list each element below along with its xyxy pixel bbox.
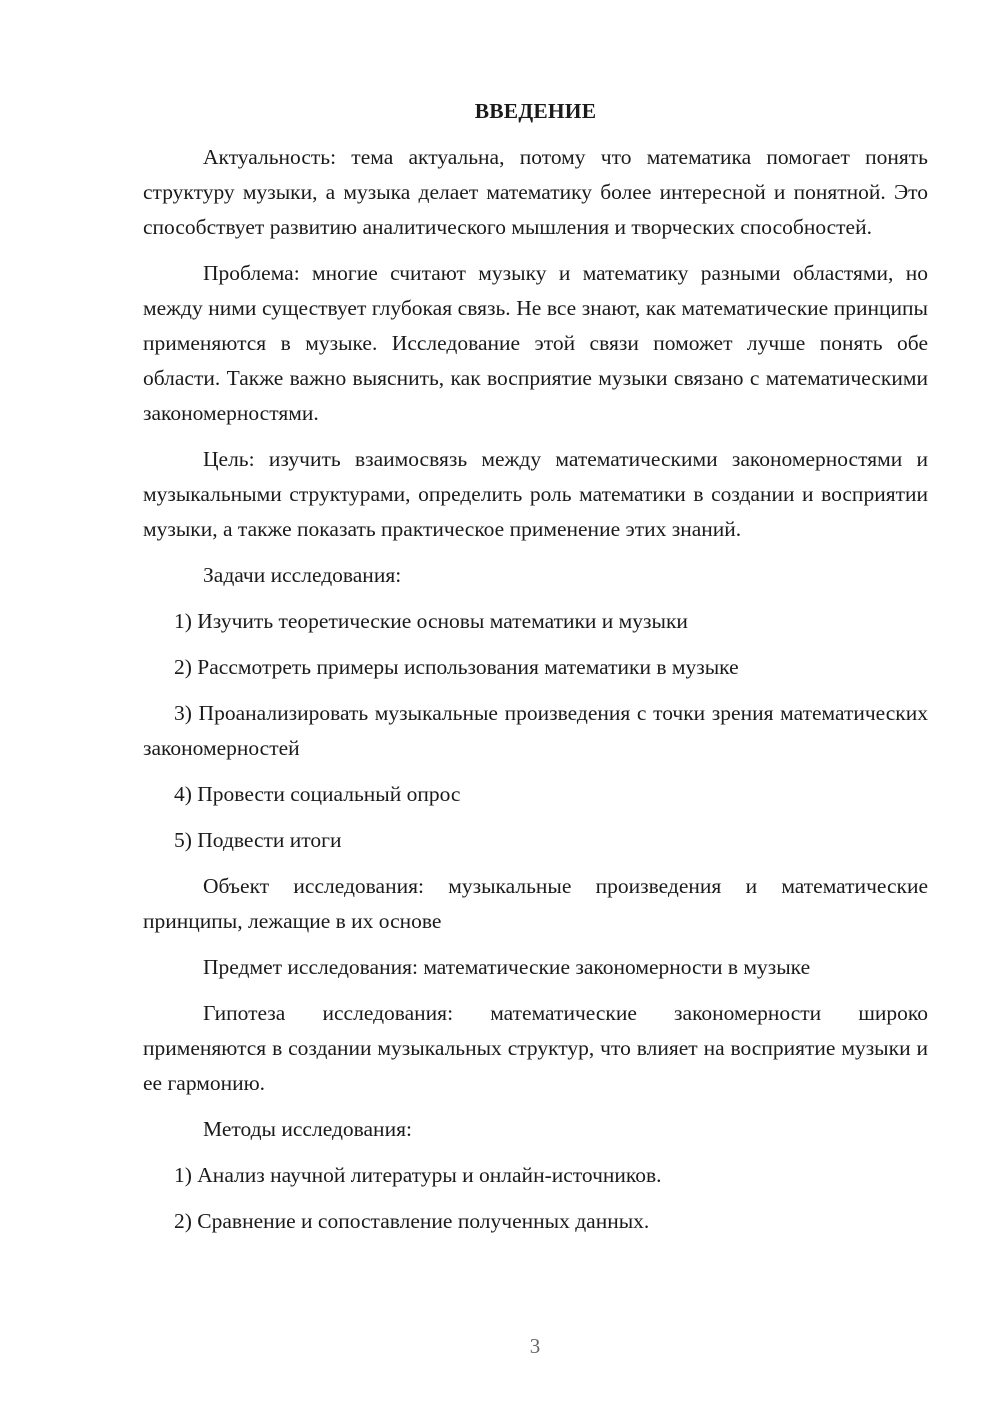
task-item-4: 4) Провести социальный опрос: [174, 782, 461, 806]
task-item-3: 3) Проанализировать музыкальные произведения с точки зрения математических закономерностей: [143, 701, 928, 760]
paragraph-goal: Цель: изучить взаимосвязь между математическими закономерностями и музыкальными структурами, определить роль математики в создании и восприятии музыки, а также показать практическое применение этих знаний.: [143, 447, 928, 541]
methods-heading: Методы исследования:: [203, 1117, 412, 1141]
tasks-heading: Задачи исследования:: [203, 563, 402, 587]
method-item-2: 2) Сравнение и сопоставление полученных данных.: [174, 1209, 650, 1233]
paragraph-subject: Предмет исследования: математические закономерности в музыке: [203, 955, 811, 979]
method-item-1: 1) Анализ научной литературы и онлайн-источников.: [174, 1163, 662, 1187]
page-number: 3: [529, 1334, 541, 1358]
paragraph-hypothesis: Гипотеза исследования: математические закономерности широко применяются в создании музыкальных структур, что влияет на восприятие музыки и ее гармонию.: [143, 1001, 928, 1095]
task-item-5: 5) Подвести итоги: [174, 828, 342, 852]
task-item-2: 2) Рассмотреть примеры использования математики в музыке: [174, 655, 739, 679]
document-page: [143, 94, 928, 1250]
paragraph-relevance: Актуальность: тема актуальна, потому что математика помогает понять структуру музыки, а музыка делает математику более интересной и понятной. Это способствует развитию аналитического мышления и творческих способностей.: [143, 145, 928, 239]
paragraph-problem: Проблема: многие считают музыку и математику разными областями, но между ними существует глубокая связь. Не все знают, как математические принципы применяются в музыке. Исследование этой связи поможет лучше понять обе области. Также важно выяснить, как восприятие музыки связано с математическими закономерностями.: [143, 261, 928, 425]
page-title: ВВЕДЕНИЕ: [474, 99, 597, 123]
paragraph-object: Объект исследования: музыкальные произведения и математические принципы, лежащие в их основе: [143, 874, 928, 933]
task-item-1: 1) Изучить теоретические основы математики и музыки: [174, 609, 688, 633]
